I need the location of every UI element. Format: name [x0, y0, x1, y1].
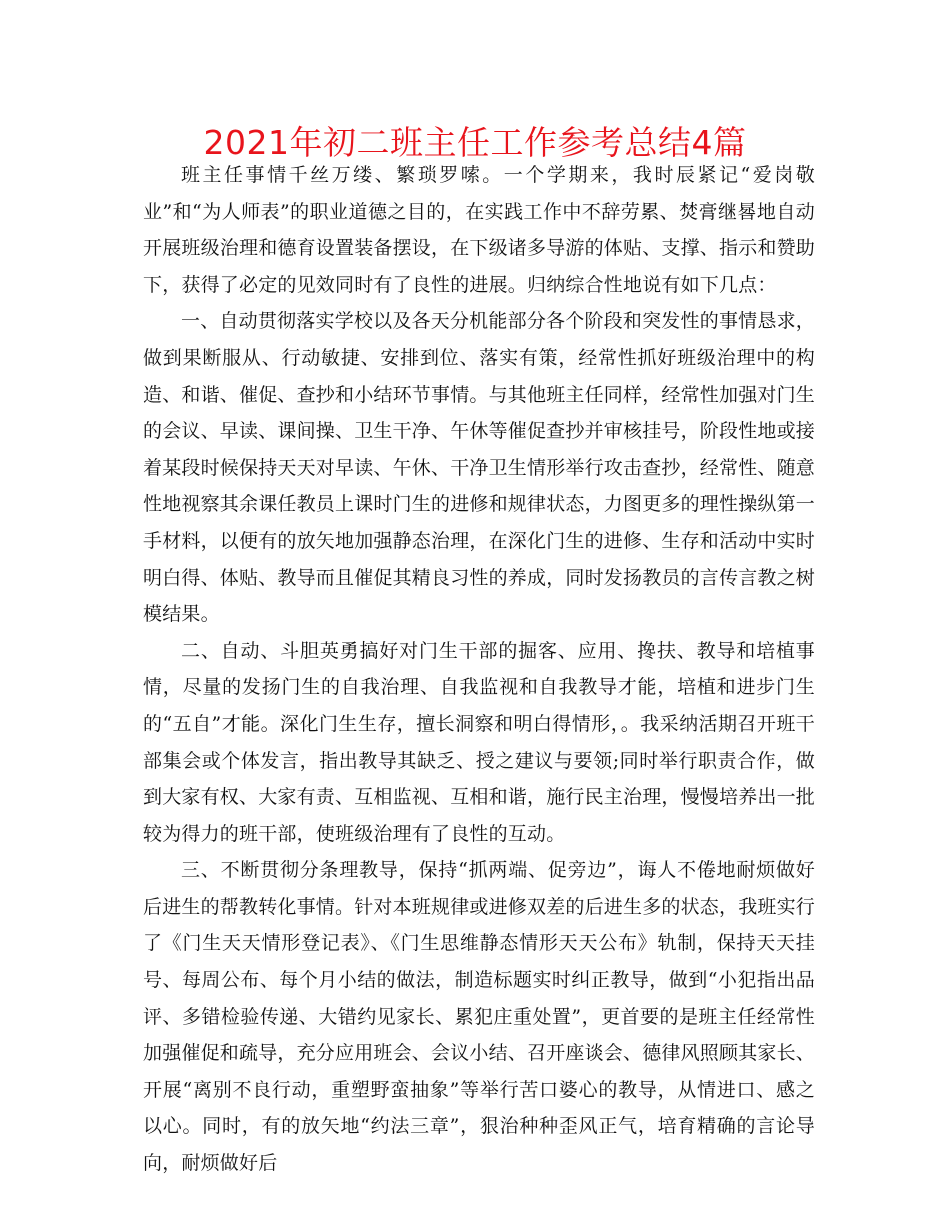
- paragraph-point-three: 三、不断贯彻分条理教导，保持“抓两端、促旁边”，诲人不倦地耐烦做好后进生的帮教转化事情。针对本班规律或进修双差的后进生多的状态，我班实行了《门生天天情形登记表》、《门生思维静态情形天天公布》轨制，保持天天挂号、每周公布、每个月小结的做法，制造标题实时纠正教导，做到“小犯指出品评、多错检验传递、大错约见家长、累犯庄重处置”，更首要的是班主任经常性加强催促和疏导，充分应用班会、会议小结、召开座谈会、德律风照顾其家长、开展“离别不良行动，重塑野蛮抽象”等举行苦口婆心的教导，从情进口、感之以心。同时，有的放矢地“约法三章”，狠治种种歪风正气，培育精确的言论导向，耐烦做好后: [143, 859, 816, 1175]
- document-body: [143, 157, 815, 1182]
- paragraph-intro: 班主任事情千丝万缕、繁琐罗嗦。一个学期来，我时辰紧记“爱岗敬业”和“为人师表”的职业道德之目的，在实践工作中不辞劳累、焚膏继晷地自动开展班级治理和德育设置装备摆设，在下级诸多导游的体贴、支撑、指示和赞助下，获得了必定的见效同时有了良性的进展。归纳综合性地说有如下几点：: [143, 164, 816, 296]
- paragraph-point-two: 二、自动、斗胆英勇搞好对门生干部的掘客、应用、搀扶、教导和培植事情，尽量的发扬门生的自我治理、自我监视和自我教导才能，培植和进步门生的“五自”才能。深化门生生存，擅长洞察和明白得情形，。我采纳活期召开班干部集会或个体发言，指出教导其缺乏、授之建议与要领;同时举行职责合作，做到大家有权、大家有责、互相监视、互相和谐，施行民主治理，慢慢培养出一批较为得力的班干部，使班级治理有了良性的互动。: [143, 639, 816, 845]
- document-title: 2021年初二班主任工作参考总结4篇: [203, 123, 747, 162]
- paragraph-point-one: 一、自动贯彻落实学校以及各天分机能部分各个阶段和突发性的事情恳求，做到果断服从、行动敏捷、安排到位、落实有策，经常性抓好班级治理中的构造、和谐、催促、查抄和小结环节事情。与其他班主任同样，经常性加强对门生的会议、早读、课间操、卫生干净、午休等催促查抄并审核挂号，阶段性地或接着某段时候保持天天对早读、午休、干净卫生情形举行攻击查抄，经常性、随意性地视察其余课任教员上课时门生的进修和规律状态，力图更多的理性操纵第一手材料，以便有的放矢地加强静态治理，在深化门生的进修、生存和活动中实时明白得、体贴、教导而且催促其精良习性的养成，同时发扬教员的言传言教之树模结果。: [143, 310, 816, 626]
